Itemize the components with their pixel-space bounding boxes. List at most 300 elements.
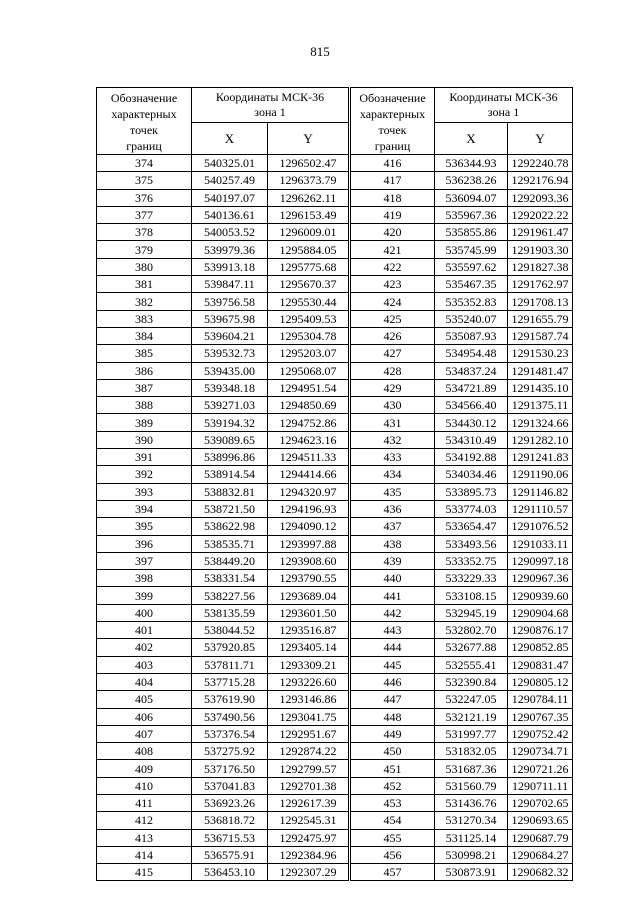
coordinate-system-header — [192, 88, 349, 123]
header-line: точек — [130, 123, 158, 137]
x-coordinate-cell: 531436.76 — [435, 794, 508, 811]
table-row — [97, 794, 349, 811]
table-row — [97, 587, 349, 604]
x-coordinate-cell: 539979.36 — [192, 241, 268, 258]
x-coordinate-cell: 539271.03 — [192, 397, 268, 414]
header-line: границ — [126, 139, 162, 153]
point-number-cell: 421 — [351, 241, 435, 258]
x-coordinate-cell: 537176.50 — [192, 760, 268, 777]
x-coordinate-cell: 535967.36 — [435, 206, 508, 223]
y-coordinate-cell: 1296262.11 — [268, 189, 349, 206]
table-row — [351, 691, 573, 708]
y-coordinate-cell: 1290693.65 — [508, 812, 573, 829]
y-coordinate-cell: 1296153.49 — [268, 206, 349, 223]
x-coordinate-cell: 533774.03 — [435, 500, 508, 517]
point-number-cell: 452 — [351, 777, 435, 794]
point-number-cell: 389 — [97, 414, 192, 431]
y-coordinate-cell: 1295203.07 — [268, 345, 349, 362]
point-number-cell: 445 — [351, 656, 435, 673]
point-number-cell: 409 — [97, 760, 192, 777]
x-coordinate-cell: 533108.15 — [435, 587, 508, 604]
x-coordinate-cell: 539604.21 — [192, 327, 268, 344]
x-coordinate-cell: 540136.61 — [192, 206, 268, 223]
x-coordinate-cell: 530873.91 — [435, 864, 508, 881]
y-coordinate-cell: 1290721.26 — [508, 760, 573, 777]
point-number-cell: 425 — [351, 310, 435, 327]
point-number-cell: 382 — [97, 293, 192, 310]
y-coordinate-cell: 1292617.39 — [268, 794, 349, 811]
x-coordinate-cell: 531125.14 — [435, 829, 508, 846]
x-coordinate-cell: 539532.73 — [192, 345, 268, 362]
x-coordinate-cell: 536715.53 — [192, 829, 268, 846]
table-row — [351, 293, 573, 310]
y-coordinate-cell: 1291324.66 — [508, 414, 573, 431]
header-line: Обозначение — [359, 91, 426, 105]
point-number-cell: 412 — [97, 812, 192, 829]
x-coordinate-cell: 540325.01 — [192, 155, 268, 172]
y-coordinate-cell: 1292176.94 — [508, 172, 573, 189]
table-row — [351, 864, 573, 881]
y-coordinate-cell: 1290967.36 — [508, 570, 573, 587]
point-number-cell: 376 — [97, 189, 192, 206]
y-coordinate-cell: 1291190.06 — [508, 466, 573, 483]
coordinates-table-left — [96, 87, 349, 881]
point-number-cell: 384 — [97, 327, 192, 344]
y-coordinate-cell: 1293689.04 — [268, 587, 349, 604]
x-coordinate-cell: 540257.49 — [192, 172, 268, 189]
table-row — [97, 691, 349, 708]
point-number-cell: 391 — [97, 449, 192, 466]
y-coordinate-cell: 1291435.10 — [508, 379, 573, 396]
header-line: характерных — [359, 107, 426, 121]
table-row — [97, 224, 349, 241]
y-coordinate-cell: 1292799.57 — [268, 760, 349, 777]
point-number-cell: 383 — [97, 310, 192, 327]
y-coordinate-cell: 1291033.11 — [508, 535, 573, 552]
y-coordinate-cell: 1295304.78 — [268, 327, 349, 344]
x-coordinate-cell: 537490.56 — [192, 708, 268, 725]
point-number-cell: 423 — [351, 276, 435, 293]
table-row — [351, 535, 573, 552]
x-coordinate-cell: 533654.47 — [435, 518, 508, 535]
x-coordinate-cell: 538914.54 — [192, 466, 268, 483]
point-number-cell: 410 — [97, 777, 192, 794]
point-number-cell: 424 — [351, 293, 435, 310]
header-line: зона 1 — [254, 104, 286, 119]
y-coordinate-cell: 1290784.11 — [508, 691, 573, 708]
point-number-cell: 399 — [97, 587, 192, 604]
x-coordinate-cell: 538721.50 — [192, 500, 268, 517]
y-coordinate-cell: 1294951.54 — [268, 379, 349, 396]
y-coordinate-cell: 1295068.07 — [268, 362, 349, 379]
y-coordinate-cell: 1294090.12 — [268, 518, 349, 535]
y-coordinate-cell: 1295409.53 — [268, 310, 349, 327]
point-number-cell: 386 — [97, 362, 192, 379]
point-number-cell: 443 — [351, 622, 435, 639]
y-coordinate-cell: 1292475.97 — [268, 829, 349, 846]
x-coordinate-cell: 532390.84 — [435, 673, 508, 690]
x-coordinate-cell: 538535.71 — [192, 535, 268, 552]
x-coordinate-cell: 539756.58 — [192, 293, 268, 310]
point-number-cell: 453 — [351, 794, 435, 811]
y-coordinate-cell: 1295775.68 — [268, 258, 349, 275]
point-number-cell: 394 — [97, 500, 192, 517]
point-number-cell: 381 — [97, 276, 192, 293]
y-coordinate-cell: 1292240.78 — [508, 155, 573, 172]
table-row — [97, 535, 349, 552]
x-coordinate-cell: 538135.59 — [192, 604, 268, 621]
header-line: границ — [374, 139, 411, 153]
x-coordinate-cell: 538044.52 — [192, 622, 268, 639]
x-coordinate-cell: 537376.54 — [192, 725, 268, 742]
point-number-cell: 385 — [97, 345, 192, 362]
table-row — [351, 397, 573, 414]
table-row — [97, 760, 349, 777]
y-coordinate-cell: 1292307.29 — [268, 864, 349, 881]
table-row — [97, 812, 349, 829]
x-coordinate-cell: 536238.26 — [435, 172, 508, 189]
y-coordinate-cell: 1291076.52 — [508, 518, 573, 535]
y-coordinate-cell: 1290711.11 — [508, 777, 573, 794]
table-row — [97, 431, 349, 448]
point-number-cell: 434 — [351, 466, 435, 483]
x-coordinate-cell: 539194.32 — [192, 414, 268, 431]
point-number-cell: 375 — [97, 172, 192, 189]
header-line: Координаты МСК-36 — [215, 89, 325, 104]
point-number-cell: 417 — [351, 172, 435, 189]
table-row — [97, 846, 349, 863]
x-coordinate-cell: 530998.21 — [435, 846, 508, 863]
table-row — [351, 258, 573, 275]
x-coordinate-cell: 538832.81 — [192, 483, 268, 500]
table-row — [97, 708, 349, 725]
table-row — [351, 449, 573, 466]
point-number-cell: 431 — [351, 414, 435, 431]
x-coordinate-cell: 538449.20 — [192, 552, 268, 569]
y-coordinate-cell: 1293516.87 — [268, 622, 349, 639]
point-number-cell: 447 — [351, 691, 435, 708]
table-row — [97, 829, 349, 846]
table-body-left — [97, 155, 349, 881]
x-coordinate-cell: 538227.56 — [192, 587, 268, 604]
table-row — [351, 379, 573, 396]
y-coordinate-cell: 1296502.47 — [268, 155, 349, 172]
point-number-cell: 428 — [351, 362, 435, 379]
x-coordinate-cell: 532945.19 — [435, 604, 508, 621]
point-number-cell: 403 — [97, 656, 192, 673]
y-coordinate-cell: 1294511.33 — [268, 449, 349, 466]
point-number-cell: 455 — [351, 829, 435, 846]
table-row — [97, 639, 349, 656]
x-coordinate-cell: 539435.00 — [192, 362, 268, 379]
point-number-cell: 446 — [351, 673, 435, 690]
point-number-cell: 449 — [351, 725, 435, 742]
x-coordinate-cell: 532802.70 — [435, 622, 508, 639]
table-row — [351, 829, 573, 846]
x-coordinate-cell: 533493.56 — [435, 535, 508, 552]
y-coordinate-cell: 1293405.14 — [268, 639, 349, 656]
y-coordinate-cell: 1291146.82 — [508, 483, 573, 500]
x-coordinate-cell: 536575.91 — [192, 846, 268, 863]
table-row — [351, 500, 573, 517]
y-coordinate-cell: 1295884.05 — [268, 241, 349, 258]
y-coordinate-cell: 1295530.44 — [268, 293, 349, 310]
y-coordinate-cell: 1294320.97 — [268, 483, 349, 500]
y-coordinate-cell: 1290734.71 — [508, 743, 573, 760]
table-row — [351, 673, 573, 690]
x-coordinate-cell: 534721.89 — [435, 379, 508, 396]
y-coordinate-cell: 1295670.37 — [268, 276, 349, 293]
table-row — [351, 327, 573, 344]
point-number-cell: 392 — [97, 466, 192, 483]
x-coordinate-cell: 534192.88 — [435, 449, 508, 466]
y-coordinate-cell: 1292022.22 — [508, 206, 573, 223]
table-row — [351, 570, 573, 587]
y-coordinate-cell: 1291110.57 — [508, 500, 573, 517]
point-number-cell: 422 — [351, 258, 435, 275]
y-coordinate-cell: 1291655.79 — [508, 310, 573, 327]
table-row — [97, 206, 349, 223]
point-number-cell: 397 — [97, 552, 192, 569]
y-coordinate-cell: 1293908.60 — [268, 552, 349, 569]
x-coordinate-cell: 532247.05 — [435, 691, 508, 708]
table-row — [97, 310, 349, 327]
x-coordinate-cell: 533229.33 — [435, 570, 508, 587]
y-coordinate-cell: 1294850.69 — [268, 397, 349, 414]
x-coordinate-cell: 534034.46 — [435, 466, 508, 483]
table-row — [97, 777, 349, 794]
point-number-cell: 454 — [351, 812, 435, 829]
y-coordinate-cell: 1296009.01 — [268, 224, 349, 241]
table-row — [351, 725, 573, 742]
table-body-right — [351, 155, 573, 881]
point-number-cell: 401 — [97, 622, 192, 639]
y-coordinate-cell: 1292874.22 — [268, 743, 349, 760]
header-line: точек — [378, 123, 407, 137]
table-row — [97, 673, 349, 690]
point-designation-header — [97, 88, 192, 155]
point-number-cell: 388 — [97, 397, 192, 414]
x-coordinate-cell: 537041.83 — [192, 777, 268, 794]
point-number-cell: 438 — [351, 535, 435, 552]
table-row — [97, 656, 349, 673]
y-coordinate-cell: 1294196.93 — [268, 500, 349, 517]
x-coordinate-cell: 531270.34 — [435, 812, 508, 829]
table-row — [351, 414, 573, 431]
table-row — [97, 241, 349, 258]
point-number-cell: 419 — [351, 206, 435, 223]
x-coordinate-cell: 533352.75 — [435, 552, 508, 569]
table-row — [351, 794, 573, 811]
y-coordinate-cell: 1293146.86 — [268, 691, 349, 708]
y-coordinate-cell: 1290876.17 — [508, 622, 573, 639]
table-row — [351, 777, 573, 794]
y-coordinate-cell: 1293041.75 — [268, 708, 349, 725]
x-coordinate-cell: 532555.41 — [435, 656, 508, 673]
point-number-cell: 396 — [97, 535, 192, 552]
point-number-cell: 387 — [97, 379, 192, 396]
table-row — [97, 155, 349, 172]
table-row — [351, 656, 573, 673]
x-coordinate-cell: 535240.07 — [435, 310, 508, 327]
x-coordinate-cell: 539348.18 — [192, 379, 268, 396]
point-number-cell: 414 — [97, 846, 192, 863]
table-row — [97, 293, 349, 310]
table-row — [351, 431, 573, 448]
x-coordinate-cell: 534566.40 — [435, 397, 508, 414]
point-number-cell: 379 — [97, 241, 192, 258]
point-number-cell: 457 — [351, 864, 435, 881]
x-coordinate-cell: 531687.36 — [435, 760, 508, 777]
y-coordinate-cell: 1294623.16 — [268, 431, 349, 448]
point-number-cell: 380 — [97, 258, 192, 275]
table-row — [97, 172, 349, 189]
table-row — [97, 327, 349, 344]
table-row — [97, 379, 349, 396]
page-number: 815 — [310, 44, 330, 59]
y-coordinate-cell: 1290687.79 — [508, 829, 573, 846]
table-row — [97, 622, 349, 639]
y-coordinate-cell: 1293226.60 — [268, 673, 349, 690]
x-coordinate-cell: 535467.35 — [435, 276, 508, 293]
y-coordinate-cell: 1290997.18 — [508, 552, 573, 569]
x-coordinate-cell: 534837.24 — [435, 362, 508, 379]
y-coordinate-cell: 1290904.68 — [508, 604, 573, 621]
point-number-cell: 437 — [351, 518, 435, 535]
x-coordinate-cell: 538331.54 — [192, 570, 268, 587]
table-row — [351, 241, 573, 258]
y-coordinate-cell: 1290939.60 — [508, 587, 573, 604]
point-number-cell: 427 — [351, 345, 435, 362]
table-row — [97, 518, 349, 535]
point-number-cell: 411 — [97, 794, 192, 811]
table-row — [97, 276, 349, 293]
table-row — [351, 483, 573, 500]
table-row — [97, 725, 349, 742]
x-column-header: X — [192, 122, 268, 154]
point-number-cell: 426 — [351, 327, 435, 344]
table-row — [351, 310, 573, 327]
table-row — [97, 570, 349, 587]
y-coordinate-cell: 1291827.38 — [508, 258, 573, 275]
point-number-cell: 429 — [351, 379, 435, 396]
table-row — [351, 812, 573, 829]
y-coordinate-cell: 1291375.11 — [508, 397, 573, 414]
table-row — [351, 743, 573, 760]
y-coordinate-cell: 1290805.12 — [508, 673, 573, 690]
point-number-cell: 420 — [351, 224, 435, 241]
point-number-cell: 448 — [351, 708, 435, 725]
y-coordinate-cell: 1293997.88 — [268, 535, 349, 552]
y-coordinate-cell: 1291587.74 — [508, 327, 573, 344]
header-line: Обозначение — [110, 91, 178, 105]
table-row — [97, 483, 349, 500]
y-column-header: Y — [268, 122, 349, 154]
y-coordinate-cell: 1291708.13 — [508, 293, 573, 310]
x-coordinate-cell: 533895.73 — [435, 483, 508, 500]
y-coordinate-cell: 1291241.83 — [508, 449, 573, 466]
x-coordinate-cell: 531997.77 — [435, 725, 508, 742]
point-number-cell: 398 — [97, 570, 192, 587]
table-row — [97, 552, 349, 569]
x-column-header: X — [435, 122, 508, 154]
y-coordinate-cell: 1290684.27 — [508, 846, 573, 863]
table-row — [97, 345, 349, 362]
y-coordinate-cell: 1290767.35 — [508, 708, 573, 725]
table-row — [97, 258, 349, 275]
y-coordinate-cell: 1292384.96 — [268, 846, 349, 863]
point-number-cell: 413 — [97, 829, 192, 846]
y-coordinate-cell: 1296373.79 — [268, 172, 349, 189]
y-coordinate-cell: 1291282.10 — [508, 431, 573, 448]
point-number-cell: 439 — [351, 552, 435, 569]
coordinate-system-header — [435, 88, 573, 123]
point-number-cell: 436 — [351, 500, 435, 517]
y-coordinate-cell: 1294752.86 — [268, 414, 349, 431]
x-coordinate-cell: 540197.07 — [192, 189, 268, 206]
table-row — [97, 362, 349, 379]
point-number-cell: 442 — [351, 604, 435, 621]
x-coordinate-cell: 539847.11 — [192, 276, 268, 293]
y-coordinate-cell: 1291481.47 — [508, 362, 573, 379]
point-number-cell: 393 — [97, 483, 192, 500]
y-coordinate-cell: 1292545.31 — [268, 812, 349, 829]
point-number-cell: 405 — [97, 691, 192, 708]
table-row — [351, 466, 573, 483]
x-coordinate-cell: 536344.93 — [435, 155, 508, 172]
x-coordinate-cell: 531560.79 — [435, 777, 508, 794]
table-row — [351, 708, 573, 725]
point-number-cell: 402 — [97, 639, 192, 656]
y-coordinate-cell: 1292093.36 — [508, 189, 573, 206]
x-coordinate-cell: 534430.12 — [435, 414, 508, 431]
table-row — [351, 622, 573, 639]
coordinates-table-right — [350, 87, 573, 881]
point-number-cell: 456 — [351, 846, 435, 863]
table-row — [97, 189, 349, 206]
x-coordinate-cell: 537715.28 — [192, 673, 268, 690]
x-coordinate-cell: 535597.62 — [435, 258, 508, 275]
y-coordinate-cell: 1290702.65 — [508, 794, 573, 811]
table-row — [97, 604, 349, 621]
y-coordinate-cell: 1290752.42 — [508, 725, 573, 742]
y-column-header: Y — [508, 122, 573, 154]
x-coordinate-cell: 535855.86 — [435, 224, 508, 241]
x-coordinate-cell: 535745.99 — [435, 241, 508, 258]
table-row — [351, 639, 573, 656]
point-number-cell: 430 — [351, 397, 435, 414]
table-row — [97, 500, 349, 517]
y-coordinate-cell: 1290831.47 — [508, 656, 573, 673]
table-row — [351, 224, 573, 241]
y-coordinate-cell: 1293309.21 — [268, 656, 349, 673]
y-coordinate-cell: 1290682.32 — [508, 864, 573, 881]
x-coordinate-cell: 540053.52 — [192, 224, 268, 241]
x-coordinate-cell: 534954.48 — [435, 345, 508, 362]
x-coordinate-cell: 537920.85 — [192, 639, 268, 656]
table-row — [351, 155, 573, 172]
point-number-cell: 395 — [97, 518, 192, 535]
point-number-cell: 416 — [351, 155, 435, 172]
point-number-cell: 450 — [351, 743, 435, 760]
point-number-cell: 433 — [351, 449, 435, 466]
point-number-cell: 400 — [97, 604, 192, 621]
x-coordinate-cell: 531832.05 — [435, 743, 508, 760]
x-coordinate-cell: 534310.49 — [435, 431, 508, 448]
x-coordinate-cell: 539675.98 — [192, 310, 268, 327]
point-number-cell: 451 — [351, 760, 435, 777]
x-coordinate-cell: 539913.18 — [192, 258, 268, 275]
